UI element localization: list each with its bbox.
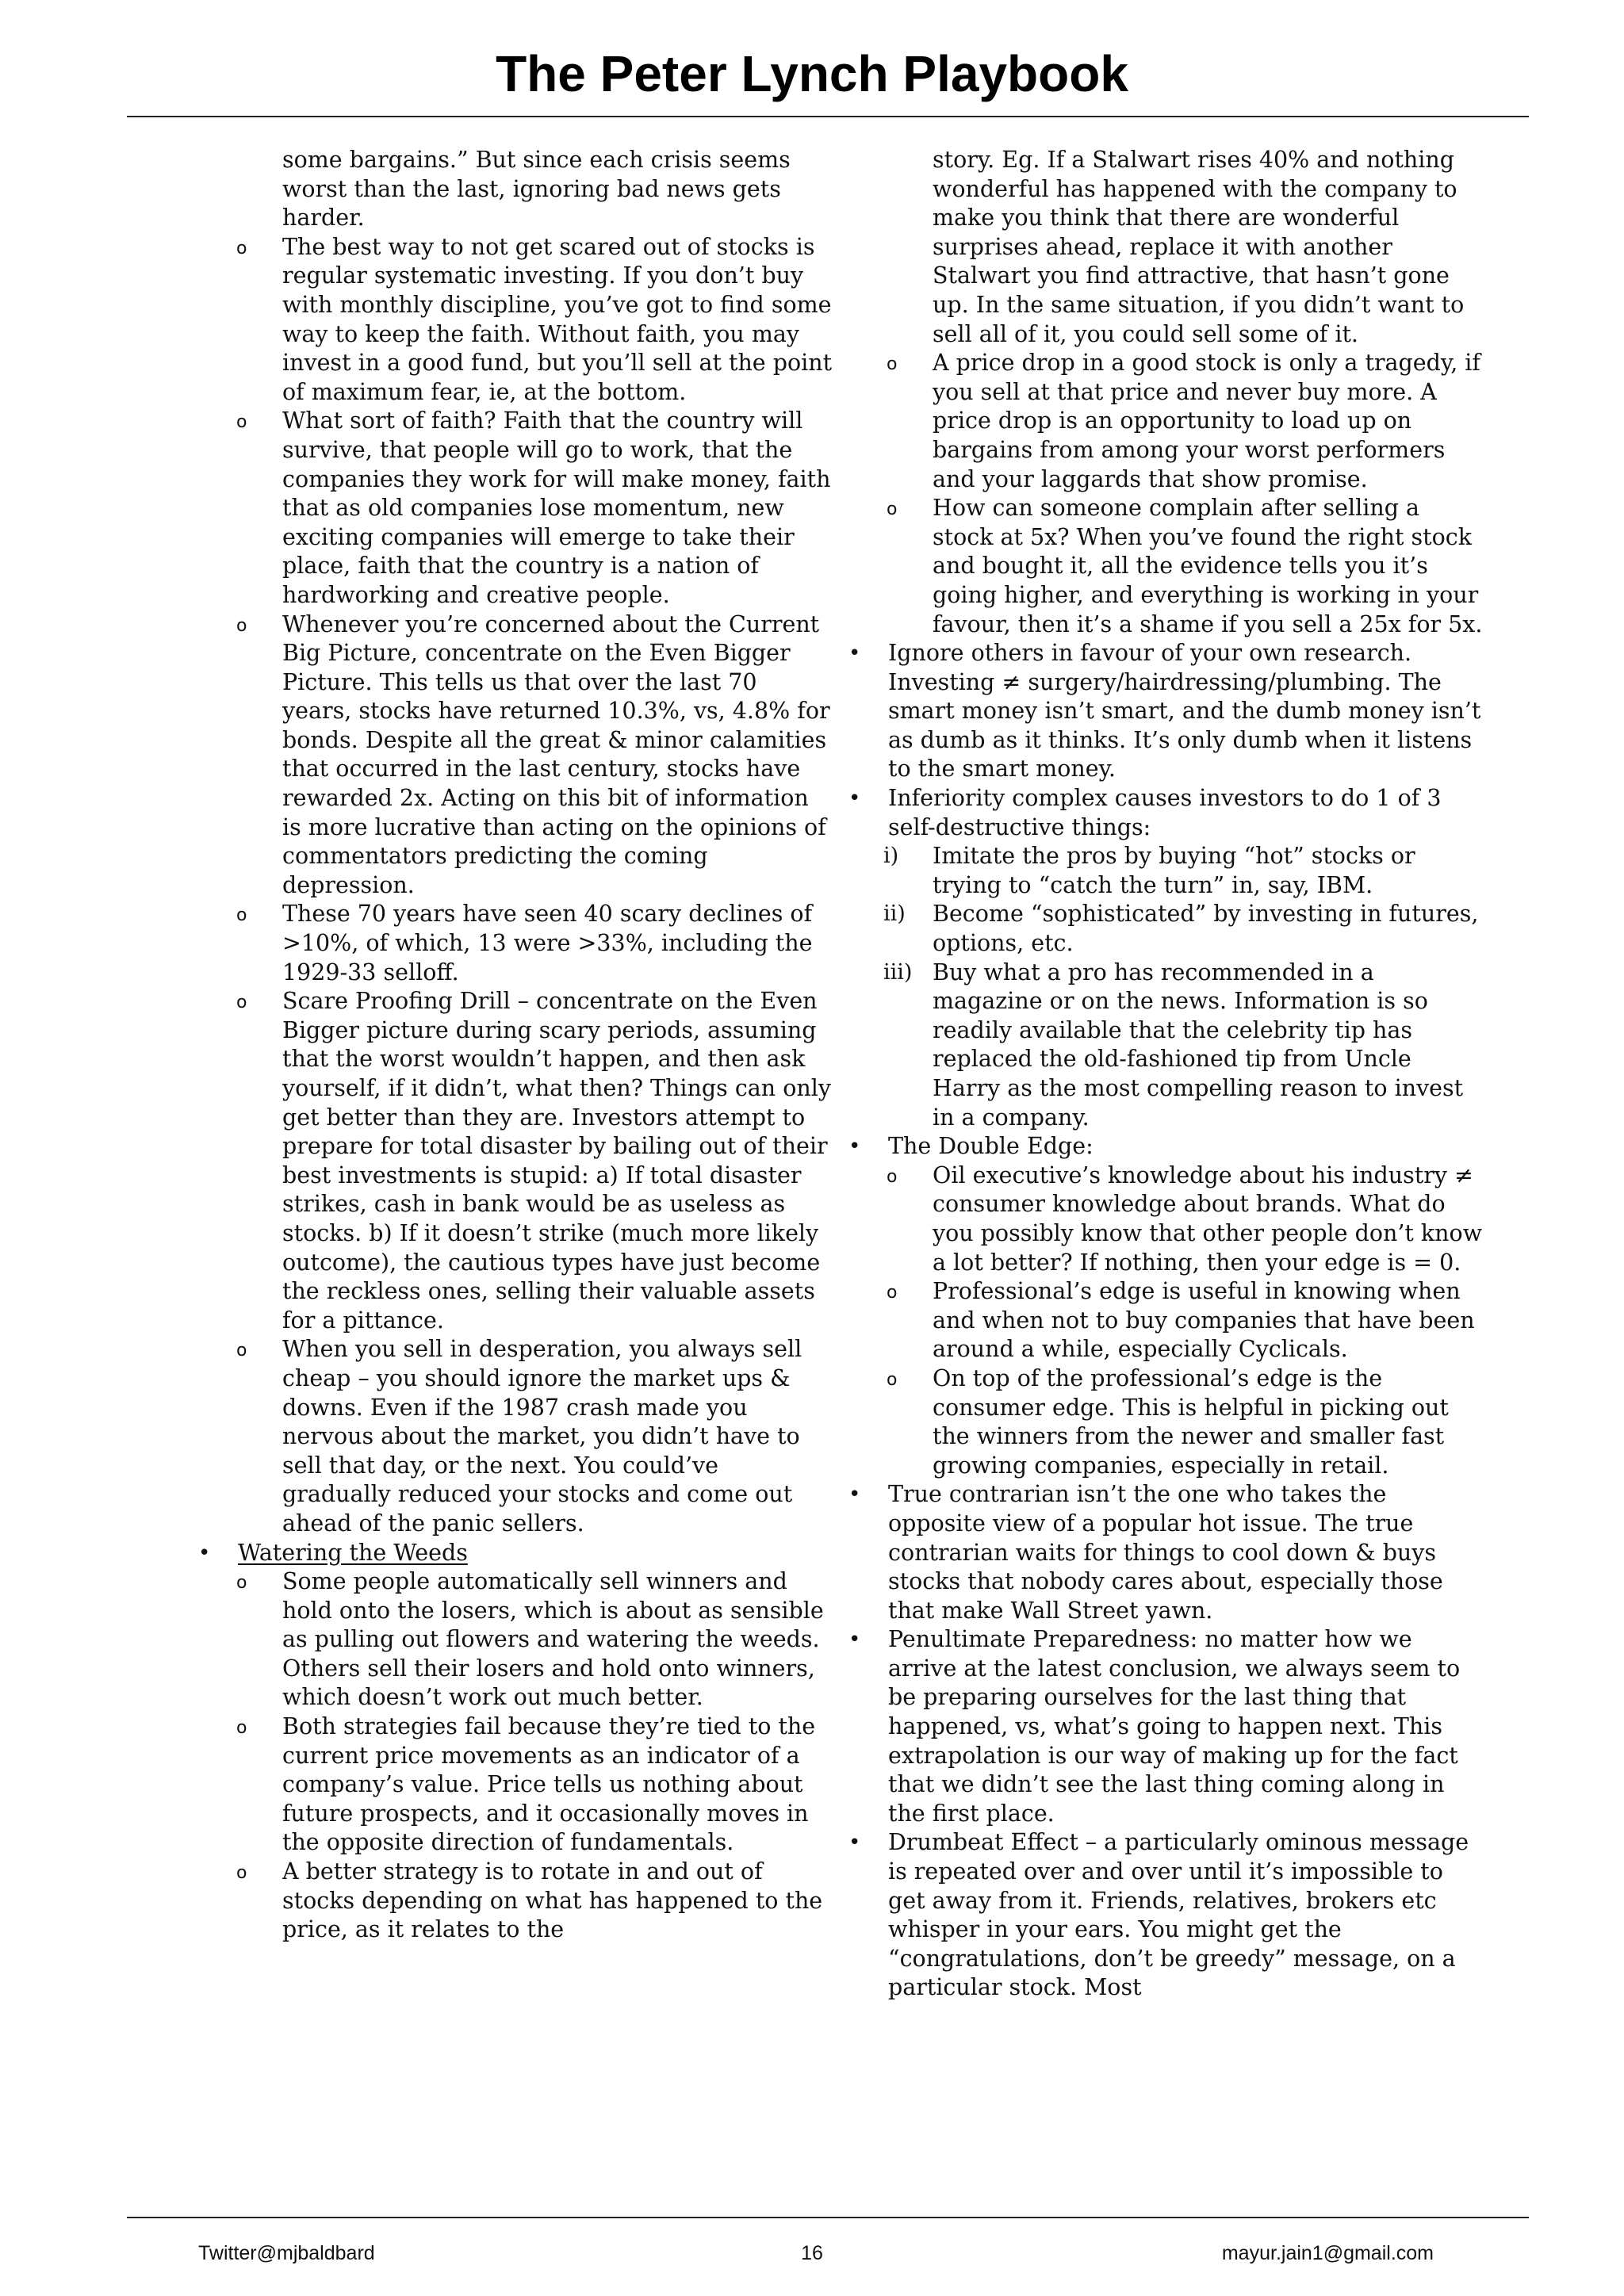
item-text: Whenever you’re concerned about the Current Big Picture, concentrate on the Even Bigger Picture. This tells us that over the last 70 years, stocks have returned 10.3%, vs, 4.8% for bonds. Despite all the great & minor calamities that occurred in the last century, stocks have rewarded 2x. Acting on this bit of information is more lucrative than acting on the opinions of commentators predicting the coming depression. [282,610,830,898]
bullet-marker: • [198,1540,211,1565]
bullet-marker: o [236,412,247,433]
bullet-marker: o [887,354,898,375]
sub-bullet-item [841,1277,1483,1364]
continued-text [841,146,1483,349]
item-text: True contrarian isn’t the one who takes the opposite view of a popular hot issue. The true contrarian waits for things to cool down & buys stocks that nobody cares about, especially those that make Wall Street yawn. [888,1481,1443,1624]
bullet-marker: • [848,641,861,666]
page-number: 16 [801,2242,823,2264]
bullet-marker: o [236,615,247,636]
header-divider [127,116,1529,117]
footer-email: mayur.jain1@gmail.com [1221,2242,1434,2264]
bullet-marker: • [848,1831,861,1855]
item-text: These 70 years have seen 40 scary declines of >10%, of which, 13 were >33%, including the 1929-33 selloff. [282,901,813,985]
item-text: The Double Edge: [888,1133,1094,1160]
bullet-marker: o [236,1341,247,1361]
sub-bullet-item [841,349,1483,494]
bullet-marker: o [236,993,247,1013]
list-number: iii) [883,959,913,985]
item-text: story. Eg. If a Stalwart rises 40% and nothing wonderful has happened with the company to make you think that there are wonderful surprises ahead, replace it with another Stalwart you find attractive, that hasn’t gone up. In the same situation, if you didn’t want to sell all of it, you could sell some of it. [933,147,1465,347]
bullet-marker: o [236,905,247,926]
sub-bullet-item [190,1712,833,1858]
sub-bullet-item [190,1335,833,1538]
item-text: Become “sophisticated” by investing in futures, options, etc. [933,901,1479,957]
sub-bullet-item [190,1858,833,1945]
sub-bullet-item [841,1161,1483,1277]
sub-bullet-item [190,987,833,1335]
item-text: What sort of faith? Faith that the country will survive, that people will go to work, that the companies they work for will make money, faith that as old companies lose momentum, new exciting companies will emerge to take their place, faith that the country is a nation of hardworking and creative people. [282,408,831,608]
bullet-item [841,1132,1483,1161]
sub-bullet-item [841,494,1483,639]
item-text: Penultimate Preparedness: no matter how we arrive at the latest conclusion, we always seem to be preparing ourselves for the last thing that happened, vs, what’s going to happen next. This extrapolation is our way of making up for the fact that we didn’t see the last thing coming along in the first place. [888,1626,1461,1827]
bullet-marker: o [887,499,898,520]
page-footer [0,2242,1624,2274]
item-text: some bargains.” But since each crisis seems worst than the last, ignoring bad news gets harder. [282,147,791,232]
bullet-marker: o [236,1718,247,1739]
item-text: On top of the professional’s edge is the consumer edge. This is helpful in picking out the winners from the newer and smaller fast growing companies, especially in retail. [933,1364,1449,1479]
bullet-marker: o [887,1369,898,1390]
bullet-marker: o [236,1863,247,1884]
item-text: A price drop in a good stock is only a tragedy, if you sell at that price and never buy more. A price drop is an opportunity to load up on bargains from among your worst performers and your laggards that show promise. [933,350,1480,492]
bullet-marker: • [848,1628,861,1652]
bullet-marker: • [848,1483,861,1507]
sub-bullet-item [190,610,833,901]
bullet-item [841,1625,1483,1828]
list-number: ii) [883,901,906,927]
left-column [190,146,833,1945]
right-column [841,146,1483,2003]
page-title: The Peter Lynch Playbook [496,45,1128,102]
bullet-item [841,784,1483,842]
footer-twitter-handle: Twitter@mjbaldbard [198,2242,375,2264]
numbered-item [841,900,1483,958]
sub-bullet-item [190,1567,833,1712]
bullet-marker: o [236,238,247,258]
item-text: Both strategies fail because they’re tied to the current price movements as an indicator of a company’s value. Price tells us nothing about future prospects, and it occasionally moves in the opposite direction of fundamentals. [282,1713,816,1856]
continued-text [190,146,833,233]
item-text: Ignore others in favour of your own research. Investing ≠ surgery/hairdressing/plumbing. The smart money isn’t smart, and the dumb money isn’t as dumb as it thinks. It’s only dumb when it listens to the smart money. [888,640,1481,783]
item-text: Inferiority complex causes investors to do 1 of 3 self-destructive things: [888,785,1442,840]
item-text: Professional’s edge is useful in knowing when and when not to buy companies that have been around a while, especially Cyclicals. [933,1278,1475,1363]
item-text: Imitate the pros by buying “hot” stocks or trying to “catch the turn” in, say, IBM. [933,843,1415,898]
item-text: Some people automatically sell winners and hold onto the losers, which is about as sensible as pulling out flowers and watering the weeds. Others sell their losers and hold onto winners, which doesn’t work out much better. [282,1568,824,1711]
item-text: The best way to not get scared out of stocks is regular systematic investing. If you don’t buy with monthly discipline, you’ve got to find some way to keep the faith. Without faith, you may invest in a good fund, but you’ll sell at the point of maximum fear, ie, at the bottom. [282,233,833,405]
bullet-marker: o [236,1573,247,1594]
sub-bullet-item [190,407,833,610]
bullet-marker: • [848,786,861,811]
item-text: A better strategy is to rotate in and out of stocks depending on what has happened to the price, as it relates to the [282,1858,823,1943]
item-text: How can someone complain after selling a stock at 5x? When you’ve found the right stock and bought it, all the evidence tells you it’s going higher, and everything is working in your favour, then it’s a shame if you sell a 25x for 5x. [933,495,1483,637]
item-text: Buy what a pro has recommended in a magazine or on the news. Information is so readily available that the celebrity tip has replaced the old-fashioned tip from Uncle Harry as the most compelling reason to invest in a company. [933,959,1464,1131]
numbered-item [841,959,1483,1133]
sub-bullet-item [841,1364,1483,1480]
bullet-marker: o [887,1283,898,1303]
item-text: Oil executive’s knowledge about his industry ≠ consumer knowledge about brands. What do you possibly know that other people don’t know a lot better? If nothing, then your edge is = 0. [933,1161,1483,1276]
item-text: When you sell in desperation, you always sell cheap – you should ignore the market ups & downs. Even if the 1987 crash made you nervous about the market, you didn’t have to sell that day, or the next. You could’ve gradually reduced your stocks and come out ahead of the panic sellers. [282,1336,802,1536]
sub-bullet-item [190,233,833,408]
bullet-item [841,639,1483,784]
bullet-marker: o [887,1166,898,1187]
bullet-item [841,1480,1483,1625]
section-heading: Watering the Weeds [238,1539,468,1566]
item-text: Scare Proofing Drill – concentrate on the Even Bigger picture during scary periods, assuming that the worst wouldn’t happen, and then ask yourself, if it didn’t, what then? Things can only get better than they are. Investors attempt to prepare for total disaster by bailing out of their best investments is stupid: a) If total disaster strikes, cash in bank would be as useless as stocks. b) If it doesn’t strike (much more likely outcome), the cautious types have just become the reckless ones, selling their valuable assets for a pittance. [282,988,831,1334]
item-text: Drumbeat Effect – a particularly ominous message is repeated over and over until it’s impossible to get away from it. Friends, relatives, brokers etc whisper in your ears. You might get the “congratulations, don’t be greedy” message, on a particular stock. Most [888,1829,1469,2001]
footer-divider [127,2217,1529,2218]
bullet-marker: • [848,1135,861,1159]
list-number: i) [883,844,899,869]
sub-bullet-item [190,900,833,987]
bullet-item [190,1539,833,1568]
bullet-item [841,1828,1483,2003]
numbered-item [841,842,1483,900]
